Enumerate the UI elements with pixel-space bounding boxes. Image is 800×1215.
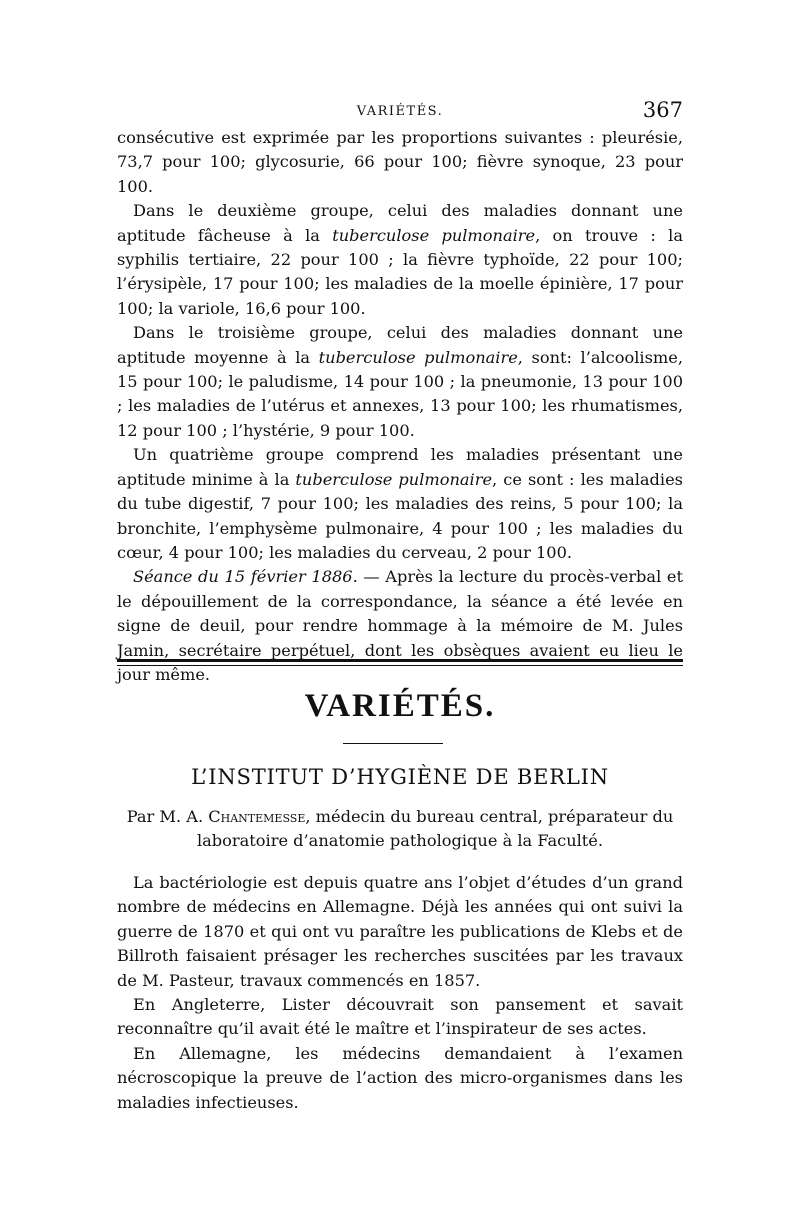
paragraph: La bactériologie est depuis quatre ans l’objet d’études d’un grand nombre de médecins en Allemagne. Déjà les années qui ont suivi la guerre de 1870 et qui ont vu paraître les publications de Klebs et de Billroth faisaient présager les recherches suscitées par les travaux de M. Pasteur, travaux commencés en 1857. — [117, 873, 683, 990]
running-title: VARIÉTÉS. — [356, 104, 444, 119]
byline: Par M. A. Chantemesse, médecin du bureau central, préparateur du laboratoire d’anatomie pathologique à la Faculté. — [126, 807, 674, 850]
paragraph: En Allemagne, les médecins demandaient à l’examen nécroscopique la preuve de l’action des micro-organismes dans les maladies infectieuses. — [117, 1043, 683, 1112]
section-divider-thin — [117, 665, 683, 666]
article-title: L’INSTITUT D’HYGIÈNE DE BERLIN — [191, 765, 609, 789]
paragraph: Dans le deuxième groupe, celui des maladies donnant une aptitude fâcheuse à la tuberculose pulmonaire, on trouve : la syphilis tertiaire, 22 pour 100 ; la fièvre typhoïde, 22 pour 100; l’érysipèle, 17 pour 100; les maladies de la moelle épinière, 17 pour 100; la variole, 16,6 pour 100. — [117, 201, 683, 318]
paragraph: Un quatrième groupe comprend les maladies présentant une aptitude minime à la tuberculose pulmonaire, ce sont : les maladies du tube digestif, 7 pour 100; les maladies des reins, 5 pour 100; la bronchite, l’emphysème pulmonaire, 4 pour 100 ; les maladies du cœur, 4 pour 100; les maladies du cerveau, 2 pour 100. — [117, 445, 683, 562]
article-text-block — [117, 871, 683, 1115]
author-name: Chantemesse — [208, 807, 306, 826]
paragraph: En Angleterre, Lister découvrait son pansement et savait reconnaître qu’il avait été le maître et l’inspirateur de ses actes. — [117, 995, 683, 1039]
paragraph: consécutive est exprimée par les proportions suivantes : pleurésie, 73,7 pour 100; glycosurie, 66 pour 100; fièvre synoque, 23 pour 100. — [117, 128, 683, 196]
section-title: VARIÉTÉS. — [304, 688, 496, 724]
section-divider-thick — [117, 659, 683, 662]
title-underline — [343, 743, 443, 744]
page-number: 367 — [642, 98, 683, 122]
continued-text-block — [117, 126, 683, 687]
page-header — [117, 98, 683, 122]
paragraph: Séance du 15 février 1886. — Après la lecture du procès-verbal et le dépouillement de la correspondance, la séance a été levée en signe de deuil, pour rendre hommage à la mémoire de M. Jules Jamin, secrétaire perpétuel, dont les obsèques avaient eu lieu le jour même. — [117, 567, 683, 684]
paragraph: Dans le troisième groupe, celui des maladies donnant une aptitude moyenne à la tuberculose pulmonaire, sont: l’alcoolisme, 15 pour 100; le paludisme, 14 pour 100 ; la pneumonie, 13 pour 100 ; les maladies de l’utérus et annexes, 13 pour 100; les rhumatismes, 12 pour 100 ; l’hystérie, 9 pour 100. — [117, 323, 683, 440]
